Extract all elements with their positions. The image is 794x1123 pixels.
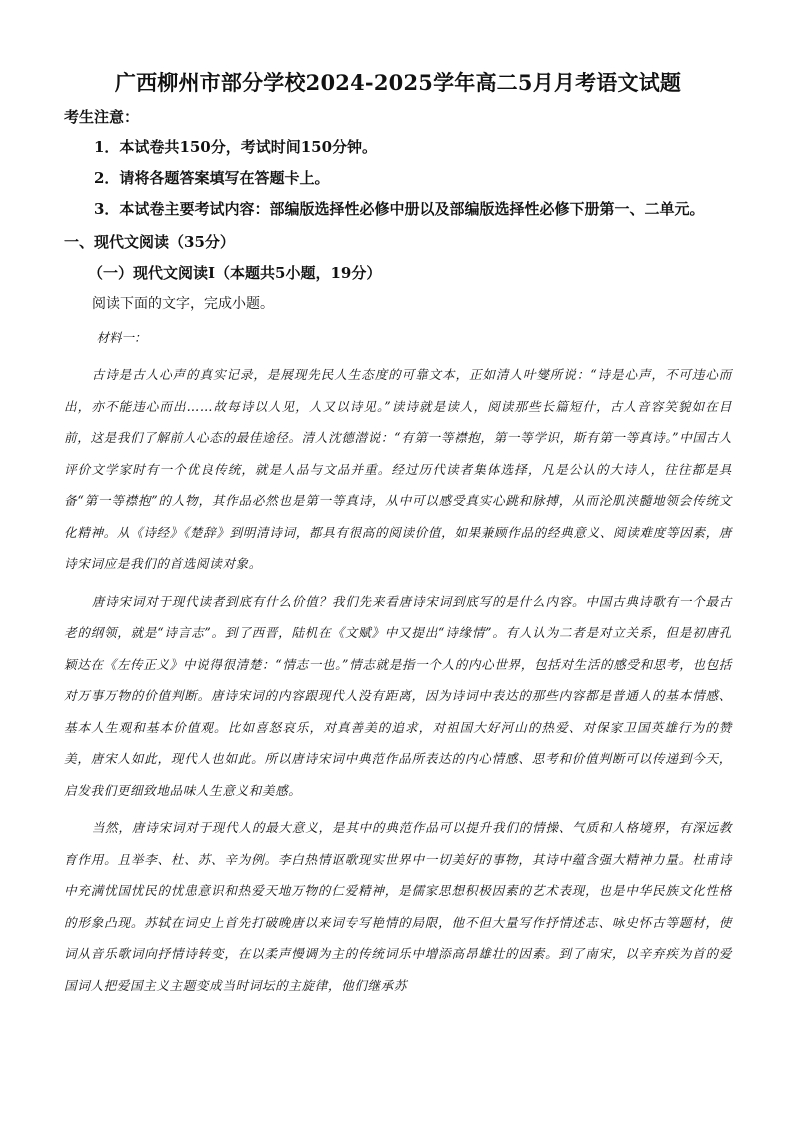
subsection-heading: （一）现代文阅读Ⅰ（本题共5小题，19分） — [88, 264, 382, 282]
reading-instruction: 阅读下面的文字，完成小题。 — [92, 296, 274, 312]
material-label: 材料一： — [96, 330, 147, 345]
notice-item-3: 3．本试卷主要考试内容：部编版选择性必修中册以及部编版选择性必修下册第一、二单元。 — [94, 200, 705, 218]
passage-paragraph-1: 古诗是古人心声的真实记录，是展现先民人生态度的可靠文本，正如清人叶燮所说：“诗是心声，不可违心而出，亦不能违心而出……故每诗以人见，人又以诗见。”读诗就是读人，阅读那些长篇短什，古人音容笑貌如在目前，这是我们了解前人心态的最佳途径。清人沈德潜说：“有第一等襟抱，第一等学识，斯有第一等真诗。”中国古人评价文学家时有一个优良传统，就是人品与文品并重。经过历代读者集体选择，凡是公认的大诗人，往往都是具备“第一等襟抱”的人物，其作品必然也是第一等真诗，从中可以感受真实心跳和脉搏，从而沦肌浃髓地领会传统文化精神。从《诗经》《楚辞》到明清诗词，都具有很高的阅读价值，如果兼顾作品的经典意义、阅读难度等因素，唐诗宋词应是我们的首选阅读对象。 — [64, 367, 732, 571]
notice-item-2: 2．请将各题答案填写在答题卡上。 — [94, 169, 330, 187]
passage-paragraph-2: 唐诗宋词对于现代读者到底有什么价值？我们先来看唐诗宋词到底写的是什么内容。中国古典诗歌有一个最古老的纲领，就是“诗言志”。到了西晋，陆机在《文赋》中又提出“诗缘情”。有人认为二者是对立关系，但是初唐孔颖达在《左传正义》中说得很清楚：“情志一也。”情志就是指一个人的内心世界，包括对生活的感受和思考，也包括对万事万物的价值判断。唐诗宋词的内容跟现代人没有距离，因为诗词中表达的那些内容都是普通人的基本情感、基本人生观和基本价值观。比如喜怒哀乐，对真善美的追求，对祖国大好河山的热爱、对保家卫国英雄行为的赞美，唐宋人如此，现代人也如此。所以唐诗宋词中典范作品所表达的内心情感、思考和价值判断可以传递到今天，启发我们更细致地品味人生意义和美感。 — [64, 593, 732, 798]
notice-heading: 考生注意： — [64, 108, 140, 126]
passage-paragraph-3: 当然，唐诗宋词对于现代人的最大意义，是其中的典范作品可以提升我们的情操、气质和人格境界，有深远教育作用。且举李、杜、苏、辛为例。李白热情讴歌现实世界中一切美好的事物，其诗中蕴含强大精神力量。杜甫诗中充满忧国忧民的忧患意识和热爱天地万物的仁爱精神，是儒家思想积极因素的艺术表现，也是中华民族文化性格的形象凸现。苏轼在词史上首先打破晚唐以来词专写艳情的局限，他不但大量写作抒情述志、咏史怀古等题材，使词从音乐歌词向抒情诗转变，在以柔声慢调为主的传统词乐中增添高昂雄壮的因素。到了南宋，以辛弃疾为首的爱国词人把爱国主义主题变成当时词坛的主旋律，他们继承苏 — [64, 820, 732, 993]
section-heading: 一、现代文阅读（35分） — [64, 233, 235, 251]
notice-item-1: 1．本试卷共150分，考试时间150分钟。 — [94, 138, 378, 156]
document-title: 广西柳州市部分学校2024-2025学年高二5月月考语文试题 — [114, 70, 682, 95]
